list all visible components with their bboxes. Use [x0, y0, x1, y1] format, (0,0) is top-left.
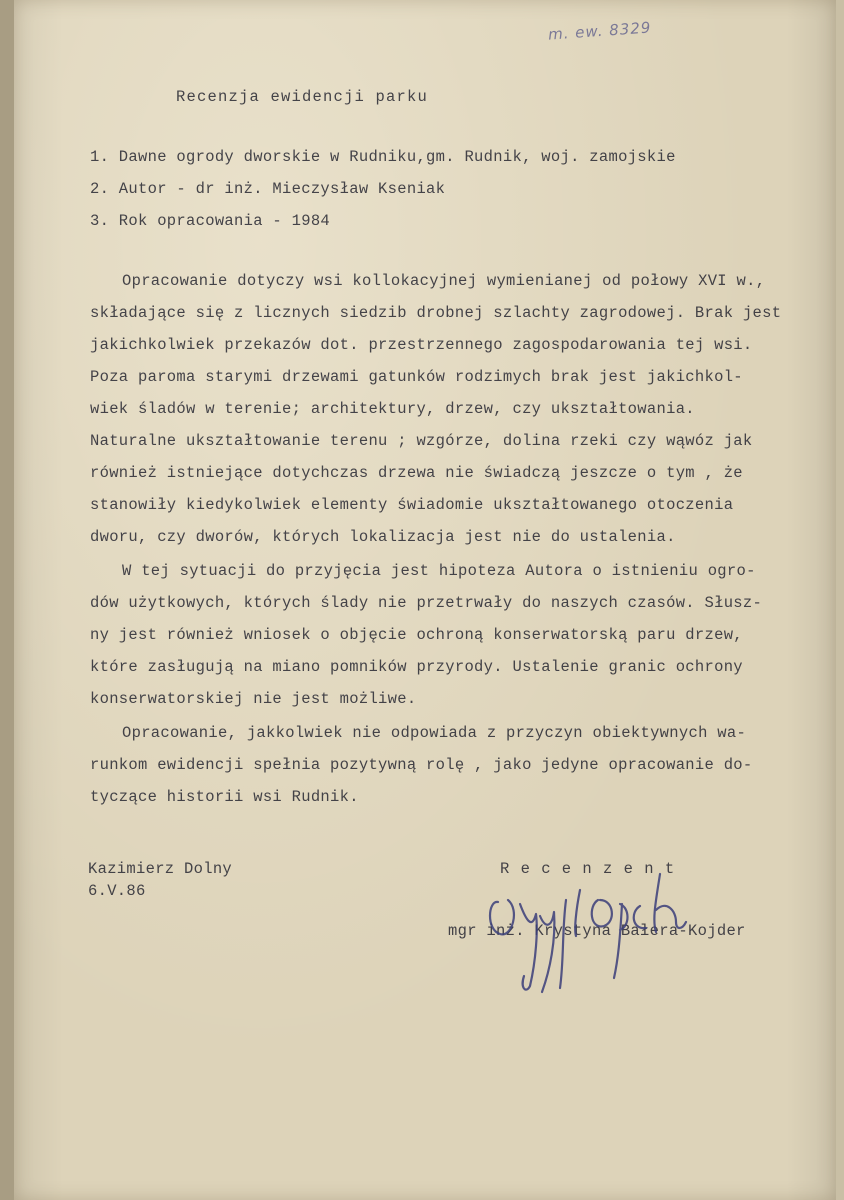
body-line: runkom ewidencji spełnia pozytywną rolę , jako jedyne opracowanie do-	[90, 756, 753, 774]
body-line: konserwatorskiej nie jest możliwe.	[90, 690, 417, 708]
item-2: 2. Autor - dr inż. Mieczysław Kseniak	[90, 180, 446, 198]
body-line: Opracowanie, jakkolwiek nie odpowiada z przyczyn obiektywnych wa-	[122, 724, 747, 742]
archive-mark: m. ew. 8329	[547, 18, 652, 44]
body-line: W tej sytuacji do przyjęcia jest hipoteza Autora o istnieniu ogro-	[122, 562, 756, 580]
body-line: które zasługują na miano pomników przyrody. Ustalenie granic ochrony	[90, 658, 743, 676]
page-edge	[0, 0, 14, 1200]
body-line: wiek śladów w terenie; architektury, drzew, czy ukształtowania.	[90, 400, 695, 418]
reviewer-name: mgr inż. Krystyna Bałera-Kojder	[448, 922, 746, 940]
document-title: Recenzja ewidencji parku	[176, 88, 429, 106]
body-line: również istniejące dotychczas drzewa nie świadczą jeszcze o tym , że	[90, 464, 743, 482]
body-line: tyczące historii wsi Rudnik.	[90, 788, 359, 806]
body-line: Poza paroma starymi drzewami gatunków rodzimych brak jest jakichkol-	[90, 368, 743, 386]
handwritten-signature	[480, 860, 720, 1000]
item-3: 3. Rok opracowania - 1984	[90, 212, 331, 230]
body-line: ny jest również wniosek o objęcie ochroną konserwatorską paru drzew,	[90, 626, 743, 644]
place: Kazimierz Dolny	[88, 860, 233, 878]
reviewer-label: R e c e n z e n t	[500, 860, 676, 878]
body-line: składające się z licznych siedzib drobnej szlachty zagrodowej. Brak jest	[90, 304, 782, 322]
date: 6.V.86	[88, 882, 146, 900]
body-line: dworu, czy dworów, których lokalizacja jest nie do ustalenia.	[90, 528, 676, 546]
body-line: stanowiły kiedykolwiek elementy świadomie ukształtowanego otoczenia	[90, 496, 734, 514]
body-line: jakichkolwiek przekazów dot. przestrzennego zagospodarowania tej wsi.	[90, 336, 753, 354]
body-line: Naturalne ukształtowanie terenu ; wzgórze, dolina rzeki czy wąwóz jak	[90, 432, 753, 450]
item-1: 1. Dawne ogrody dworskie w Rudniku,gm. Rudnik, woj. zamojskie	[90, 148, 676, 166]
body-line: Opracowanie dotyczy wsi kollokacyjnej wymienianej od połowy XVI w.,	[122, 272, 766, 290]
body-line: dów użytkowych, których ślady nie przetrwały do naszych czasów. Słusz-	[90, 594, 763, 612]
